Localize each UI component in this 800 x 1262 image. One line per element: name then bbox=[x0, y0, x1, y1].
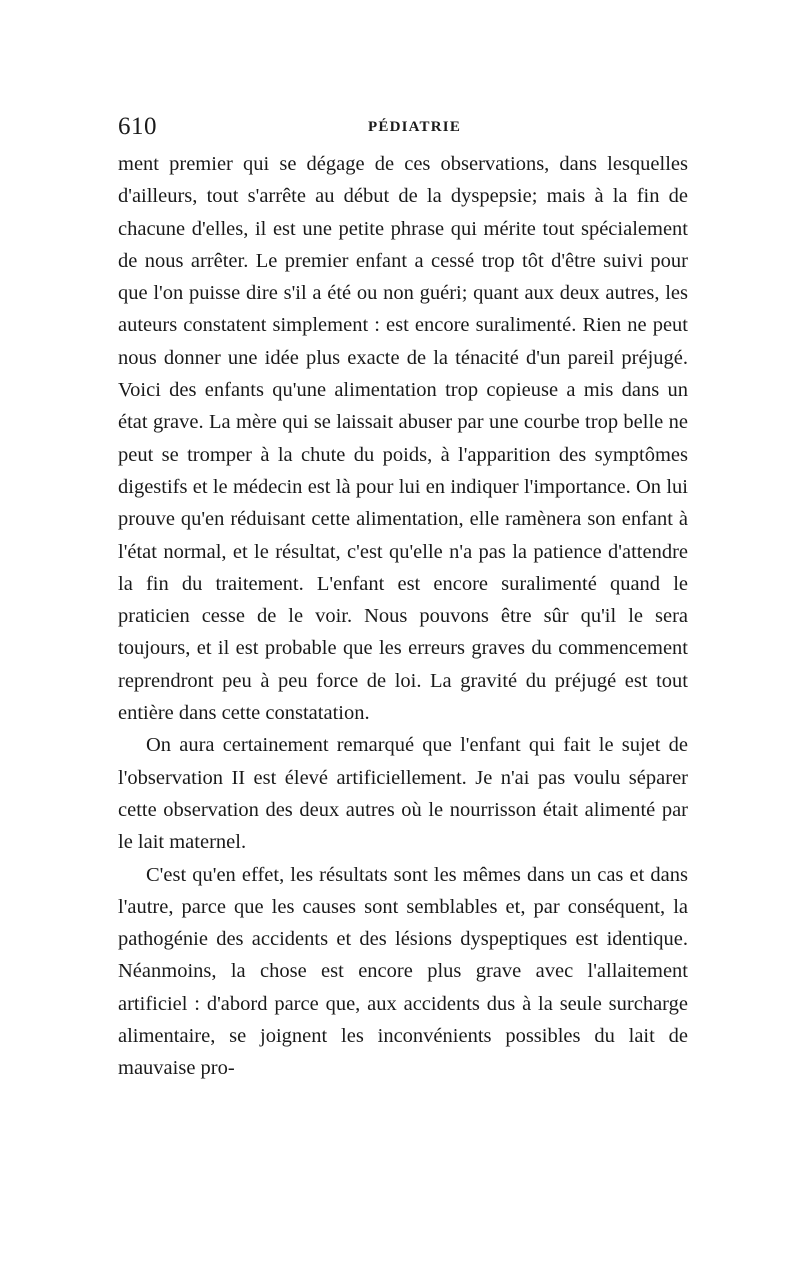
running-head: PÉDIATRIE bbox=[368, 119, 462, 135]
paragraph-continuation: ment premier qui se dégage de ces observations, dans lesquelles d'ailleurs, tout s'arrête au début de la dyspepsie; mais à la fin de chacune d'elles, il est une petite phrase qui mérite tout spécialement de nous arrêter. Le premier enfant a cessé trop tôt d'être suivi pour que l'on puisse dire s'il a été ou non guéri; quant aux deux autres, les auteurs constatent simplement : est encore suralimenté. Rien ne peut nous donner une idée plus exacte de la ténacité d'un pareil préjugé. Voici des enfants qu'une alimentation trop copieuse a mis dans un état grave. La mère qui se laissait abuser par une courbe trop belle ne peut se tromper à la chute du poids, à l'apparition des symptômes digestifs et le médecin est là pour lui en indiquer l'importance. On lui prouve qu'en réduisant cette alimentation, elle ramènera son enfant à l'état normal, et le résultat, c'est qu'elle n'a pas la patience d'attendre la fin du traitement. L'enfant est encore suralimenté quand le praticien cesse de le voir. Nous pouvons être sûr qu'il le sera toujours, et il est probable que les erreurs graves du commencement reprendront peu à peu force de loi. La gravité du préjugé est tout entière dans cette constatation. bbox=[118, 153, 688, 725]
page-number: 610 bbox=[118, 113, 157, 140]
paragraph-observation-ii: On aura certainement remarqué que l'enfant qui fait le sujet de l'observation II est élevé artificiellement. Je n'ai pas voulu séparer cette observation des deux autres où le nourrisson était alimenté par le lait maternel. bbox=[118, 734, 688, 854]
body-text bbox=[118, 148, 688, 1085]
paragraph-artificial-feeding: C'est qu'en effet, les résultats sont les mêmes dans un cas et dans l'autre, parce que les causes sont semblables et, par conséquent, la pathogénie des accidents et des lésions dyspeptiques est identique. Néanmoins, la chose est encore plus grave avec l'allaitement artificiel : d'abord parce que, aux accidents dus à la seule surcharge alimentaire, se joignent les inconvénients possibles du lait de mauvaise pro- bbox=[118, 863, 688, 1080]
page-header bbox=[118, 113, 688, 143]
